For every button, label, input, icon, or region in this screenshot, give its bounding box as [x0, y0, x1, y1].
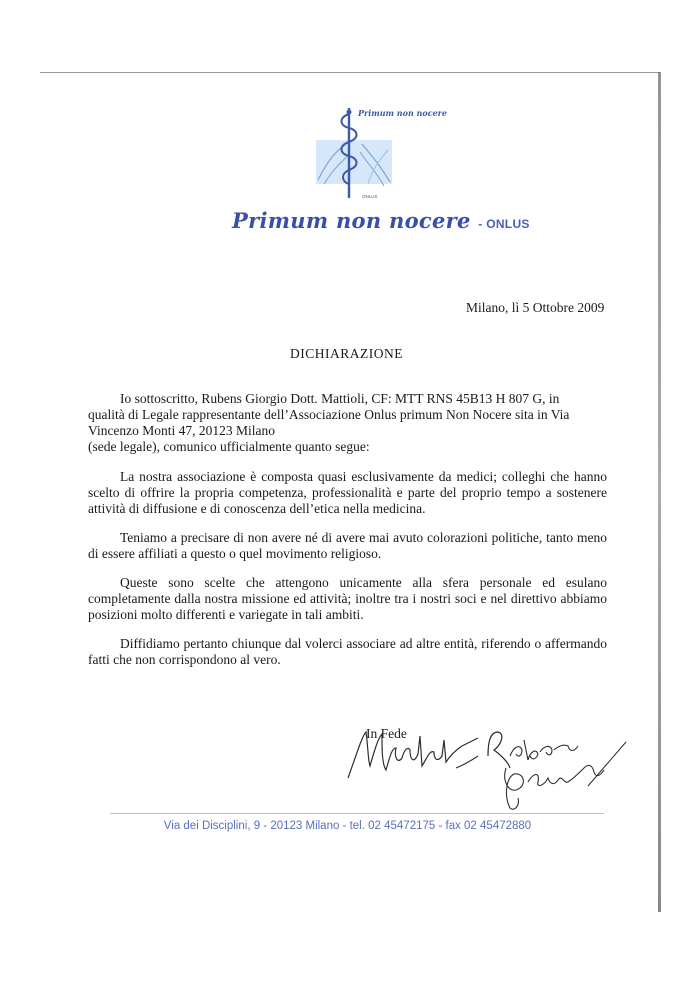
footer-divider: [110, 813, 604, 814]
association-suffix: - ONLUS: [478, 217, 530, 231]
paragraph-3: Teniamo a precisare di non avere né di avere mai avuto colorazioni politiche, tanto meno di essere affiliati a questo o quel movimento religioso.: [88, 530, 607, 561]
letter-title: DICHIARAZIONE: [290, 346, 403, 361]
logo-small-name: Primum non nocere: [358, 108, 447, 118]
paragraph-1: [88, 391, 607, 455]
footer-address-text: Via dei Disciplini, 9 - 20123 Milano - tel. 02 45472175 - fax 02 45472880: [163, 820, 532, 832]
association-logo: [316, 106, 447, 202]
paragraph-4: Queste sono scelte che attengono unicamente alla sfera personale ed esulano completamente dalla nostra missione ed attività; inoltre tra i nostri soci e nel direttivo abbiamo posizioni molto differenti e variegate in tali ambiti.: [88, 575, 607, 622]
paragraph-5: Diffidiamo pertanto chiunque dal volerci associare ad altre entità, riferendo o affermando fatti che non corrispondono al vero.: [88, 636, 607, 667]
paragraph-1-line-2: qualità di Legale rappresentante dell’Associazione Onlus primum Non Nocere sita in Via: [88, 407, 570, 422]
logo-small-tag: ONLUS: [362, 194, 378, 199]
paragraph-1-line-4: (sede legale), comunico ufficialmente quanto segue:: [88, 439, 370, 454]
association-name-text: Primum non nocere: [232, 208, 471, 233]
footer-address: [0, 818, 695, 832]
paragraph-2: La nostra associazione è composta quasi esclusivamente da medici; colleghi che hanno scelto di offrire la propria competenza, professionalità e parte del proprio tempo a sostenere attività di diffusione e di conoscenza dell’etica nella medicina.: [88, 469, 607, 516]
scan-border-top: [40, 72, 660, 73]
letter-date: Milano, lì 5 Ottobre 2009: [466, 300, 605, 315]
paragraph-1-line-1: Io sottoscritto, Rubens Giorgio Dott. Mattioli, CF: MTT RNS 45B13 H 807 G, in: [120, 391, 560, 406]
paragraph-1-line-3: Vincenzo Monti 47, 20123 Milano: [88, 423, 276, 438]
handwritten-signature: [338, 716, 638, 816]
association-name: [232, 208, 530, 233]
scan-border-right: [658, 72, 661, 912]
closing-in-fede: In Fede: [366, 726, 407, 741]
